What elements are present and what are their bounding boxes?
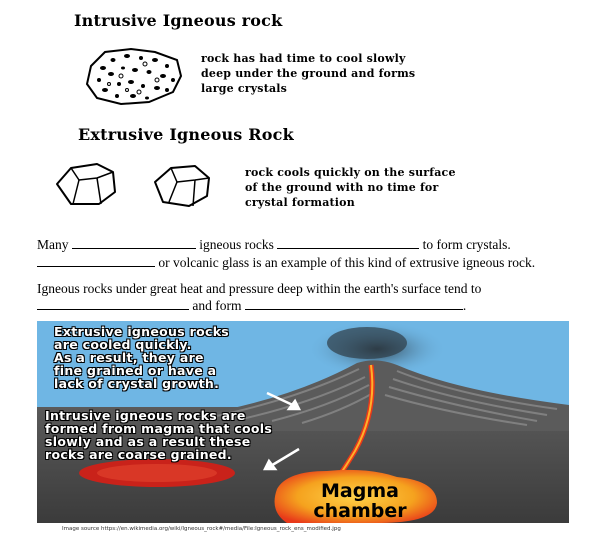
- granite-rock-icon: [83, 46, 185, 106]
- worksheet-text: .: [462, 298, 467, 313]
- extrusive-desc-line: crystal formation: [245, 196, 355, 209]
- intrusive-explanation-line: rocks are coarse grained.: [45, 447, 232, 462]
- extrusive-explanation-line: lack of crystal growth.: [54, 376, 220, 391]
- intrusive-explanation-line: slowly and as a result these: [45, 434, 251, 449]
- intrusive-explanation-line: Intrusive igneous rocks are: [45, 408, 246, 423]
- worksheet-text: Igneous rocks under great heat and pressure deep within the earth's surface tend to: [37, 281, 482, 296]
- extrusive-description: [245, 165, 456, 210]
- intrusive-desc-line: deep under the ground and forms: [201, 67, 416, 80]
- basalt-rock-icon: [51, 158, 216, 210]
- image-source-caption: Image source https://en.wikimedia.org/wiki/Igneous_rock#/media/File:Igneous_rock_ens_modified.jpg: [62, 526, 341, 532]
- worksheet-line-1: [37, 236, 511, 254]
- worksheet-text: and form: [192, 298, 242, 313]
- answer-blank[interactable]: [37, 254, 155, 267]
- worksheet-text: to form crystals.: [422, 237, 511, 252]
- worksheet-line-2: [37, 254, 535, 272]
- worksheet-text: or volcanic glass is an example of this kind of extrusive igneous rock.: [158, 255, 536, 270]
- answer-blank[interactable]: [37, 297, 189, 310]
- intrusive-explanation: [45, 409, 272, 461]
- extrusive-explanation-line: fine grained or have a: [54, 363, 217, 378]
- answer-blank[interactable]: [277, 236, 419, 249]
- magma-label-line: chamber: [313, 500, 407, 522]
- intrusive-explanation-line: formed from magma that cools: [45, 421, 273, 436]
- extrusive-explanation-line: are cooled quickly.: [54, 337, 192, 352]
- intrusive-heading: Intrusive Igneous rock: [74, 11, 283, 30]
- extrusive-explanation: [54, 325, 229, 390]
- magma-label-line: Magma: [321, 480, 399, 502]
- extrusive-desc-line: rock cools quickly on the surface: [245, 166, 456, 179]
- answer-blank[interactable]: [72, 236, 196, 249]
- magma-chamber-label: [305, 481, 415, 521]
- extrusive-heading: Extrusive Igneous Rock: [78, 125, 294, 144]
- worksheet-line-4: [37, 297, 466, 315]
- extrusive-explanation-line: As a result, they are: [54, 350, 204, 365]
- intrusive-desc-line: large crystals: [201, 82, 288, 95]
- answer-blank[interactable]: [245, 297, 463, 310]
- worksheet-text: Many: [37, 237, 69, 252]
- extrusive-explanation-line: Extrusive igneous rocks: [54, 324, 230, 339]
- intrusive-desc-line: rock has had time to cool slowly: [201, 52, 406, 65]
- extrusive-desc-line: of the ground with no time for: [245, 181, 439, 194]
- worksheet-line-3: [37, 280, 481, 298]
- intrusive-description: [201, 51, 415, 96]
- worksheet-text: igneous rocks: [199, 237, 274, 252]
- igneous-rock-diagram: [37, 321, 569, 523]
